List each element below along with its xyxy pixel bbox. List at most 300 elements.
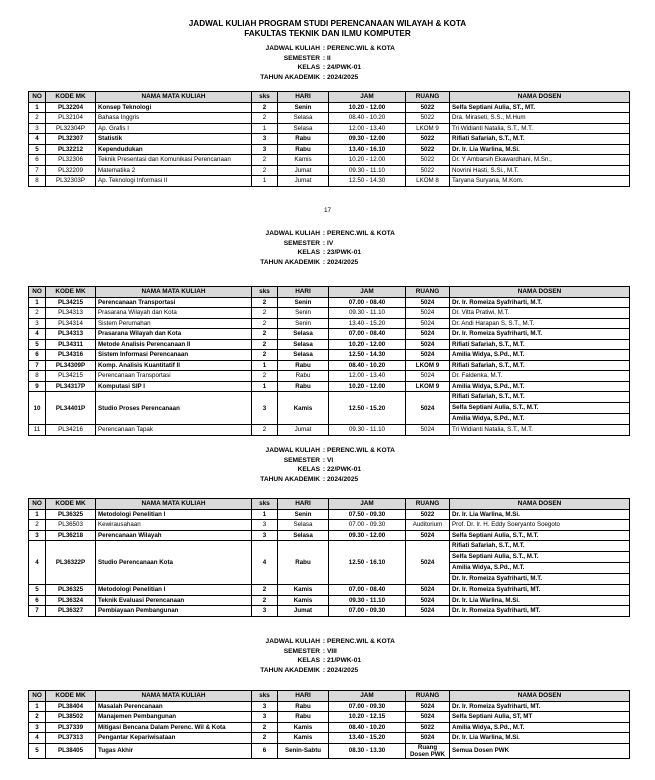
cell-nama-mata-kuliah: Tugas Akhir: [96, 743, 252, 758]
lecturer-name: Selfa Septiani Aulia, S.T., M.T.: [450, 403, 629, 414]
table-row: [29, 701, 630, 712]
cell-jam: 07.00 - 09.30: [329, 701, 406, 712]
cell-ruang: 5022: [406, 113, 450, 124]
table-row: [29, 520, 630, 531]
meta-value-semester: VIII: [327, 647, 337, 655]
cell-kode-mk: PL32212: [46, 144, 96, 155]
cell-nama-mata-kuliah: Teknik Evaluasi Perencanaan: [96, 595, 252, 606]
meta-label-semester: SEMESTER: [283, 456, 320, 464]
cell-hari: Selasa: [278, 113, 329, 124]
cell-kode-mk: PL37339: [46, 722, 96, 733]
cell-sks: 2: [252, 308, 278, 319]
cell-no: 8: [29, 176, 46, 187]
table-row: [29, 509, 630, 520]
cell-ruang: Auditorium: [406, 520, 450, 531]
meta-row-tahun: [0, 73, 655, 83]
cell-ruang: 5022: [406, 144, 450, 155]
cell-no: 8: [29, 371, 46, 382]
cell-sks: 1: [252, 509, 278, 520]
meta-colon: :: [322, 647, 326, 655]
cell-nama-dosen: Dr. Ir. Lia Warlina, M.Si.: [450, 733, 630, 744]
cell-nama-mata-kuliah: Perencanaan Tapak: [96, 425, 252, 436]
table-row: [29, 722, 630, 733]
cell-nama-mata-kuliah: Studio Perencanaan Kota: [96, 541, 252, 585]
cell-no: 1: [29, 509, 46, 520]
cell-jam: 09.30 - 11.10: [329, 425, 406, 436]
table-row: [29, 595, 630, 606]
meta-value-kelas: 22/PWK-01: [327, 466, 362, 473]
cell-nama-mata-kuliah: Perencanaan Transportasi: [96, 371, 252, 382]
column-header: NAMA DOSEN: [450, 691, 630, 702]
cell-kode-mk: PL36325: [46, 509, 96, 520]
meta-label-jadwal: JADWAL KULIAH: [265, 447, 320, 454]
cell-ruang: 5024: [406, 701, 450, 712]
meta-row-tahun: [0, 475, 655, 485]
column-header: NAMA MATA KULIAH: [96, 499, 252, 510]
cell-sks: 2: [252, 425, 278, 436]
cell-kode-mk: PL34313: [46, 308, 96, 319]
cell-sks: 4: [252, 541, 278, 585]
cell-kode-mk: PL34216: [46, 425, 96, 436]
cell-sks: 2: [252, 329, 278, 340]
column-header: KODE MK: [46, 499, 96, 510]
cell-hari: Rabu: [278, 712, 329, 723]
cell-jam: 12.50 - 15.20: [329, 392, 406, 425]
cell-nama-dosen: Dr. Ir. Romeiza Syafriharti, MT.: [450, 701, 630, 712]
table-row: [29, 165, 630, 176]
cell-hari: Senin: [278, 308, 329, 319]
cell-jam: 10.20 - 12.15: [329, 712, 406, 723]
cell-no: 3: [29, 123, 46, 134]
cell-nama-dosen: Selfa Septiani Aulia, S.T., M.T.: [450, 530, 630, 541]
meta-colon: :: [322, 456, 326, 464]
meta-row-tahun: [0, 666, 655, 676]
cell-ruang: 5024: [406, 371, 450, 382]
document-title-line-2: FAKULTAS TEKNIK DAN ILMU KOMPUTER: [244, 29, 411, 38]
cell-jam: 08.40 - 10.20: [329, 360, 406, 371]
cell-sks: 2: [252, 585, 278, 596]
cell-sks: 2: [252, 595, 278, 606]
meta-label-kelas: KELAS: [297, 466, 320, 473]
cell-sks: 2: [252, 339, 278, 350]
meta-row-kelas: [0, 465, 655, 475]
cell-nama-dosen: Dr. Ir. Romeiza Syafriharti, MT.: [450, 585, 630, 596]
cell-kode-mk: PL34401P: [46, 392, 96, 425]
lecturer-name: Dr. Ir. Romeiza Syafriharti, M.T.: [452, 575, 543, 582]
cell-ruang: 5024: [406, 308, 450, 319]
cell-jam: 10.20 - 12.00: [329, 102, 406, 113]
cell-jam: 07.50 - 09.30: [329, 509, 406, 520]
cell-kode-mk: PL32209: [46, 165, 96, 176]
meta-colon: :: [322, 54, 326, 62]
cell-nama-mata-kuliah: Masalah Perencanaan: [96, 701, 252, 712]
column-header: HARI: [278, 691, 329, 702]
cell-kode-mk: PL32204: [46, 102, 96, 113]
meta-label-semester: SEMESTER: [283, 54, 320, 62]
meta-row-jadwal: [0, 229, 655, 239]
cell-kode-mk: PL36218: [46, 530, 96, 541]
cell-nama-dosen: Tri Widianti Natalia, S.T., M.T.: [450, 425, 630, 436]
cell-sks: 3: [252, 520, 278, 531]
cell-nama-dosen: Semua Dosen PWK: [450, 743, 630, 758]
cell-kode-mk: PL34309P: [46, 360, 96, 371]
table-row: [29, 176, 630, 187]
cell-ruang: 5022: [406, 509, 450, 520]
column-header: JAM: [329, 92, 406, 103]
column-header: sks: [252, 691, 278, 702]
cell-hari: Selasa: [278, 530, 329, 541]
cell-nama-mata-kuliah: Komp. Analisis Kuantitatif II: [96, 360, 252, 371]
cell-sks: 3: [252, 144, 278, 155]
cell-ruang: 5024: [406, 329, 450, 340]
meta-colon: :: [322, 657, 326, 664]
cell-no: 3: [29, 722, 46, 733]
cell-sks: 2: [252, 733, 278, 744]
meta-value-tahun: 2024/2025: [327, 73, 359, 81]
column-header: RUANG: [406, 92, 450, 103]
cell-ruang: 5022: [406, 134, 450, 145]
cell-sks: 3: [252, 701, 278, 712]
lecturer-name: Selfa Septiani Aulia, S.T., M.T.: [450, 552, 629, 563]
table-row: [29, 329, 630, 340]
cell-nama-mata-kuliah: Kewirausahaan: [96, 520, 252, 531]
cell-nama-mata-kuliah: Matematika 2: [96, 165, 252, 176]
meta-colon: :: [322, 466, 326, 473]
cell-nama-dosen: Dra. Miraseti, S.S., M.Hum: [450, 113, 630, 124]
meta-label-kelas: KELAS: [297, 64, 320, 71]
meta-value-kelas: 23/PWK-01: [327, 249, 362, 256]
cell-nama-dosen: Amilia Widya, S.Pd., M.T.: [450, 381, 630, 392]
cell-ruang: Ruang Dosen PWK: [406, 743, 450, 758]
cell-nama-dosen: [450, 392, 630, 425]
cell-sks: 3: [252, 712, 278, 723]
cell-jam: 07.00 - 08.40: [329, 585, 406, 596]
cell-nama-mata-kuliah: Pengantar Kepariwisataan: [96, 733, 252, 744]
cell-hari: Jumat: [278, 425, 329, 436]
meta-colon: :: [322, 666, 326, 674]
schedule-meta: [0, 446, 655, 484]
cell-jam: 08.30 - 13.30: [329, 743, 406, 758]
cell-hari: Kamis: [278, 155, 329, 166]
cell-nama-dosen: Rifiati Safariah, S.T., M.T.: [450, 134, 630, 145]
cell-jam: 07.00 - 08.40: [329, 297, 406, 308]
table-row: [29, 102, 630, 113]
meta-label-tahun: TAHUN AKADEMIK: [260, 475, 320, 483]
cell-sks: 2: [252, 113, 278, 124]
cell-hari: Jumat: [278, 606, 329, 617]
cell-nama-dosen: Selfa Septiani Aulia, ST, MT: [450, 712, 630, 723]
meta-value-kelas: 24/PWK-01: [327, 64, 362, 71]
schedule-table: [28, 286, 630, 436]
cell-no: 2: [29, 308, 46, 319]
meta-label-tahun: TAHUN AKADEMIK: [260, 73, 320, 81]
cell-nama-mata-kuliah: Ap. Grafis I: [96, 123, 252, 134]
meta-colon: :: [322, 230, 326, 237]
cell-nama-mata-kuliah: Kependudukan: [96, 144, 252, 155]
table-row: [29, 123, 630, 134]
schedule-table: [28, 690, 630, 759]
column-header: KODE MK: [46, 287, 96, 298]
meta-colon: :: [322, 249, 326, 256]
cell-sks: 1: [252, 123, 278, 134]
cell-kode-mk: PL32304P: [46, 123, 96, 134]
cell-nama-dosen: Amilia Widya, S.Pd., M.T.: [450, 722, 630, 733]
meta-value-tahun: 2024/2025: [327, 475, 359, 483]
meta-label-tahun: TAHUN AKADEMIK: [260, 666, 320, 674]
schedule-table: [28, 91, 630, 187]
cell-hari: Selasa: [278, 520, 329, 531]
cell-hari: Selasa: [278, 123, 329, 134]
cell-nama-dosen: Dr. Andi Harapan S, S.T., M.T.: [450, 318, 630, 329]
cell-kode-mk: PL38502: [46, 712, 96, 723]
column-header: sks: [252, 92, 278, 103]
cell-jam: 12.00 - 13.40: [329, 371, 406, 382]
cell-nama-mata-kuliah: Studio Proses Perencanaan: [96, 392, 252, 425]
cell-no: 1: [29, 102, 46, 113]
cell-sks: 2: [252, 165, 278, 176]
column-header: JAM: [329, 499, 406, 510]
cell-nama-dosen: Dr. Faldenka, M.T.: [450, 371, 630, 382]
table-row: [29, 733, 630, 744]
cell-kode-mk: PL36503: [46, 520, 96, 531]
cell-nama-mata-kuliah: Perencanaan Wilayah: [96, 530, 252, 541]
cell-ruang: LKOM 8: [406, 176, 450, 187]
lecturer-name: Rifiati Safariah, S.T., M.T.: [450, 541, 629, 552]
cell-hari: Selasa: [278, 339, 329, 350]
cell-hari: Jumat: [278, 165, 329, 176]
cell-jam: 12.50 - 14.30: [329, 176, 406, 187]
cell-ruang: LKOM 9: [406, 381, 450, 392]
cell-kode-mk: PL32307: [46, 134, 96, 145]
cell-nama-dosen: Dr. Ir. Lia Warlina, M.Si.: [450, 595, 630, 606]
table-row: [29, 371, 630, 382]
cell-kode-mk: PL36322P: [46, 541, 96, 585]
cell-no: 2: [29, 712, 46, 723]
cell-sks: 2: [252, 297, 278, 308]
cell-nama-mata-kuliah: Metodologi Penelitian I: [96, 509, 252, 520]
cell-nama-dosen: Dr. Ir. Lia Warlina, M.Si.: [450, 144, 630, 155]
cell-nama-mata-kuliah: Prasarana Wilayah dan Kota: [96, 329, 252, 340]
cell-no: 1: [29, 297, 46, 308]
cell-jam: 09.30 - 11.10: [329, 595, 406, 606]
cell-nama-mata-kuliah: Sistem Informasi Perencanaan: [96, 350, 252, 361]
column-header: RUANG: [406, 691, 450, 702]
cell-jam: 13.40 - 15.20: [329, 733, 406, 744]
meta-row-kelas: [0, 63, 655, 73]
cell-hari: Senin: [278, 509, 329, 520]
meta-row-kelas: [0, 656, 655, 666]
cell-ruang: 5024: [406, 392, 450, 425]
cell-kode-mk: PL36325: [46, 585, 96, 596]
cell-nama-mata-kuliah: Sistem Perumahan: [96, 318, 252, 329]
cell-nama-dosen: Rifiati Safariah, S.T., M.T.: [450, 339, 630, 350]
cell-no: 5: [29, 339, 46, 350]
column-header: KODE MK: [46, 691, 96, 702]
cell-no: 2: [29, 113, 46, 124]
cell-sks: 2: [252, 371, 278, 382]
column-header: NAMA DOSEN: [450, 287, 630, 298]
cell-jam: 07.00 - 09.30: [329, 520, 406, 531]
page-number: 17: [323, 207, 332, 214]
cell-ruang: 5024: [406, 712, 450, 723]
cell-kode-mk: PL34215: [46, 371, 96, 382]
table-row: [29, 318, 630, 329]
meta-label-jadwal: JADWAL KULIAH: [265, 230, 320, 237]
table-row: [29, 606, 630, 617]
cell-hari: Senin: [278, 318, 329, 329]
cell-ruang: 5022: [406, 102, 450, 113]
table-row: [29, 585, 630, 596]
cell-jam: 13.40 - 16.10: [329, 144, 406, 155]
meta-row-semester: [0, 456, 655, 466]
cell-nama-dosen: Taryana Suryana, M.Kom.: [450, 176, 630, 187]
cell-nama-mata-kuliah: Teknik Presentasi dan Komunikasi Perencanaan: [96, 155, 252, 166]
table-header-row: [29, 499, 630, 510]
cell-ruang: 5024: [406, 297, 450, 308]
meta-row-semester: [0, 54, 655, 64]
cell-nama-mata-kuliah: Metode Analisis Perencanaan II: [96, 339, 252, 350]
cell-ruang: 5024: [406, 530, 450, 541]
table-header-row: [29, 691, 630, 702]
cell-hari: Rabu: [278, 360, 329, 371]
cell-kode-mk: PL34316: [46, 350, 96, 361]
cell-ruang: LKOM 9: [406, 123, 450, 134]
cell-no: 2: [29, 520, 46, 531]
table-row: [29, 155, 630, 166]
cell-nama-mata-kuliah: Konsep Teknologi: [96, 102, 252, 113]
column-header: NAMA MATA KULIAH: [96, 287, 252, 298]
cell-no: 5: [29, 585, 46, 596]
cell-hari: Senin: [278, 297, 329, 308]
cell-jam: 10.20 - 12.00: [329, 155, 406, 166]
table-row: [29, 743, 630, 758]
cell-nama-mata-kuliah: Prasarana Wilayah dan Kota: [96, 308, 252, 319]
cell-hari: Rabu: [278, 134, 329, 145]
cell-sks: 2: [252, 102, 278, 113]
meta-colon: :: [322, 638, 326, 645]
cell-jam: 09.30 - 11.10: [329, 165, 406, 176]
cell-nama-dosen: Dr. Ir. Romeiza Syafriharti, M.T.: [450, 297, 630, 308]
cell-no: 11: [29, 425, 46, 436]
cell-ruang: 5024: [406, 339, 450, 350]
column-header: NO: [29, 92, 46, 103]
meta-value-semester: VI: [327, 456, 334, 464]
cell-sks: 3: [252, 606, 278, 617]
meta-row-jadwal: [0, 44, 655, 54]
table-row: [29, 530, 630, 541]
cell-sks: 1: [252, 381, 278, 392]
cell-no: 4: [29, 541, 46, 585]
cell-no: 6: [29, 595, 46, 606]
cell-hari: Kamis: [278, 722, 329, 733]
cell-nama-mata-kuliah: Komputasi SIP I: [96, 381, 252, 392]
cell-nama-dosen: Rifiati Safariah, S.T., M.T.: [450, 360, 630, 371]
cell-sks: 2: [252, 722, 278, 733]
cell-ruang: 5024: [406, 606, 450, 617]
cell-nama-dosen: Amilia Widya, S.Pd., M.T.: [450, 350, 630, 361]
cell-jam: 08.40 - 10.20: [329, 722, 406, 733]
meta-value-semester: II: [327, 54, 331, 62]
table-row: [29, 541, 630, 585]
cell-jam: 08.40 - 10.20: [329, 113, 406, 124]
cell-jam: 10.20 - 12.00: [329, 381, 406, 392]
cell-no: 6: [29, 350, 46, 361]
cell-nama-mata-kuliah: Perencanaan Transportasi: [96, 297, 252, 308]
table-row: [29, 339, 630, 350]
table-row: [29, 712, 630, 723]
cell-jam: 09.30 - 12.00: [329, 134, 406, 145]
cell-no: 7: [29, 165, 46, 176]
column-header: NO: [29, 691, 46, 702]
cell-ruang: 5024: [406, 541, 450, 585]
cell-no: 4: [29, 733, 46, 744]
cell-sks: 6: [252, 743, 278, 758]
meta-label-semester: SEMESTER: [283, 239, 320, 247]
cell-sks: 3: [252, 134, 278, 145]
cell-kode-mk: PL32104: [46, 113, 96, 124]
cell-no: 5: [29, 743, 46, 758]
table-header-row: [29, 92, 630, 103]
cell-nama-mata-kuliah: Bahasa Inggris: [96, 113, 252, 124]
table-row: [29, 360, 630, 371]
column-header: sks: [252, 499, 278, 510]
meta-label-kelas: KELAS: [297, 249, 320, 256]
cell-no: 9: [29, 381, 46, 392]
cell-jam: 09.30 - 12.00: [329, 530, 406, 541]
meta-value-jadwal: PERENC.WIL & KOTA: [327, 230, 395, 237]
cell-ruang: 5022: [406, 165, 450, 176]
column-header: NO: [29, 499, 46, 510]
cell-nama-dosen: Dr. Vitta Pratiwi, M.T.: [450, 308, 630, 319]
cell-no: 4: [29, 329, 46, 340]
cell-no: 5: [29, 144, 46, 155]
document-title-line-1: JADWAL KULIAH PROGRAM STUDI PERENCANAAN WILAYAH & KOTA: [188, 19, 467, 28]
cell-sks: 2: [252, 155, 278, 166]
cell-nama-mata-kuliah: Pembiayaan Pembangunan: [96, 606, 252, 617]
cell-hari: Selasa: [278, 329, 329, 340]
column-header: NO: [29, 287, 46, 298]
meta-label-jadwal: JADWAL KULIAH: [265, 45, 320, 52]
table-header-row: [29, 287, 630, 298]
column-header: RUANG: [406, 499, 450, 510]
cell-sks: 1: [252, 360, 278, 371]
cell-no: 7: [29, 606, 46, 617]
cell-ruang: LKOM 9: [406, 360, 450, 371]
cell-no: 6: [29, 155, 46, 166]
meta-row-kelas: [0, 248, 655, 258]
cell-ruang: 5024: [406, 425, 450, 436]
cell-nama-mata-kuliah: Manajemen Pembangunan: [96, 712, 252, 723]
cell-kode-mk: PL36327: [46, 606, 96, 617]
meta-colon: :: [322, 64, 326, 71]
column-header: HARI: [278, 287, 329, 298]
meta-value-jadwal: PERENC.WIL & KOTA: [327, 45, 395, 52]
meta-label-jadwal: JADWAL KULIAH: [265, 638, 320, 645]
cell-no: 3: [29, 530, 46, 541]
cell-nama-mata-kuliah: Metodologi Penelitian I: [96, 585, 252, 596]
column-header: HARI: [278, 92, 329, 103]
cell-sks: 3: [252, 530, 278, 541]
cell-nama-dosen: Prof. Dr. Ir. H. Eddy Soeryanto Soegoto: [450, 520, 630, 531]
table-row: [29, 297, 630, 308]
cell-ruang: 5024: [406, 318, 450, 329]
cell-hari: Rabu: [278, 541, 329, 585]
cell-nama-mata-kuliah: Mitigasi Bencana Dalam Perenc. Wil & Kota: [96, 722, 252, 733]
cell-nama-mata-kuliah: Statistik: [96, 134, 252, 145]
cell-sks: 1: [252, 176, 278, 187]
meta-row-semester: [0, 647, 655, 657]
cell-hari: Kamis: [278, 595, 329, 606]
